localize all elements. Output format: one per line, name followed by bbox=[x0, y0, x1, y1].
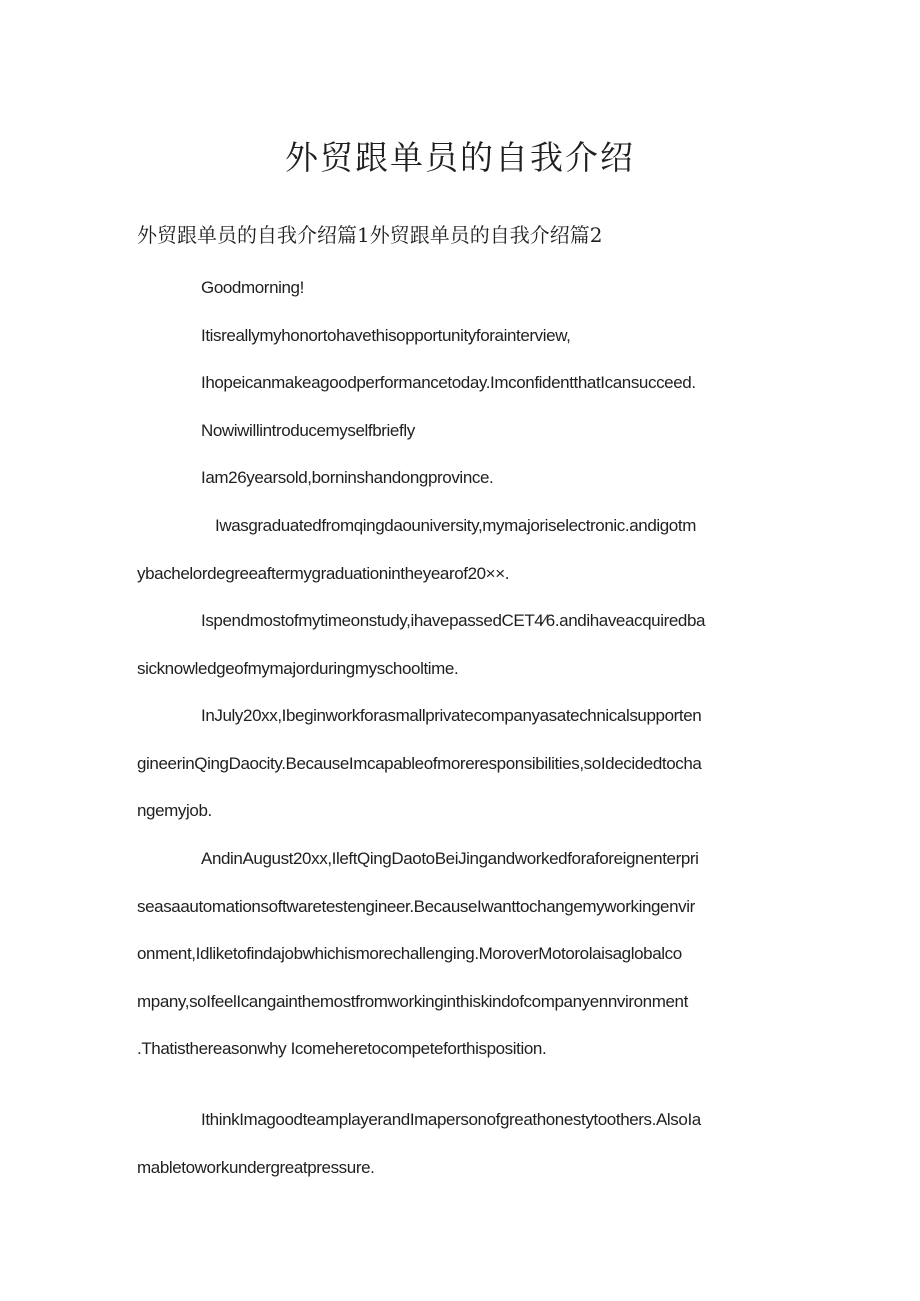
body-line: Nowiwillintroducemyselfbriefly bbox=[201, 421, 415, 440]
body-line: ybachelordegreeaftermygraduationintheyearof20××. bbox=[137, 564, 510, 583]
body-line: AndinAugust20xx,IleftQingDaotoBeiJingandworkedforaforeignenterpri bbox=[201, 849, 699, 868]
body-line: Iam26yearsold,borninshandongprovince. bbox=[201, 468, 494, 487]
body-line: Ihopeicanmakeagoodperformancetoday.ImconfidentthatIcansucceed. bbox=[201, 373, 696, 392]
body-line: ngemyjob. bbox=[137, 801, 212, 820]
body-line: sicknowledgeofmymajorduringmyschooltime. bbox=[137, 659, 459, 678]
body-line: mabletoworkundergreatpressure. bbox=[137, 1158, 375, 1177]
body-line: Itisreallymyhonortohavethisopportunityforainterview, bbox=[201, 326, 571, 345]
body-line: Goodmorning! bbox=[201, 278, 304, 297]
body-line: Ispendmostofmytimeonstudy,ihavepassedCET4⁄6.andihaveacquiredba bbox=[201, 611, 706, 630]
body-line: InJuly20xx,Ibeginworkforasmallprivatecompanyasatechnicalsupporten bbox=[201, 706, 702, 725]
body-line: Iwasgraduatedfromqingdaouniversity,mymajoriselectronic.andigotm bbox=[215, 516, 696, 535]
body-line: mpany,soIfeelIcangainthemostfromworkinginthiskindofcompanyennvironment bbox=[137, 992, 688, 1011]
body-line: IthinkImagoodteamplayerandImapersonofgreathonestytoothers.AlsoIa bbox=[201, 1110, 701, 1129]
body-line: gineerinQingDaocity.BecauseImcapableofmoreresponsibilities,soIdecidedtocha bbox=[137, 754, 702, 773]
body-line: seasaautomationsoftwaretestengineer.BecauseIwanttochangemyworkingenvir bbox=[137, 897, 695, 916]
document-title: 外贸跟单员的自我介绍 bbox=[285, 138, 635, 177]
body-line: .Thatisthereasonwhy Icomeheretocompeteforthisposition. bbox=[137, 1039, 547, 1058]
body-line: onment,Idliketofindajobwhichismorechallenging.MoroverMotorolaisaglobalco bbox=[137, 944, 682, 963]
document-subtitle: 外贸跟单员的自我介绍篇1外贸跟单员的自我介绍篇2 bbox=[137, 223, 603, 247]
